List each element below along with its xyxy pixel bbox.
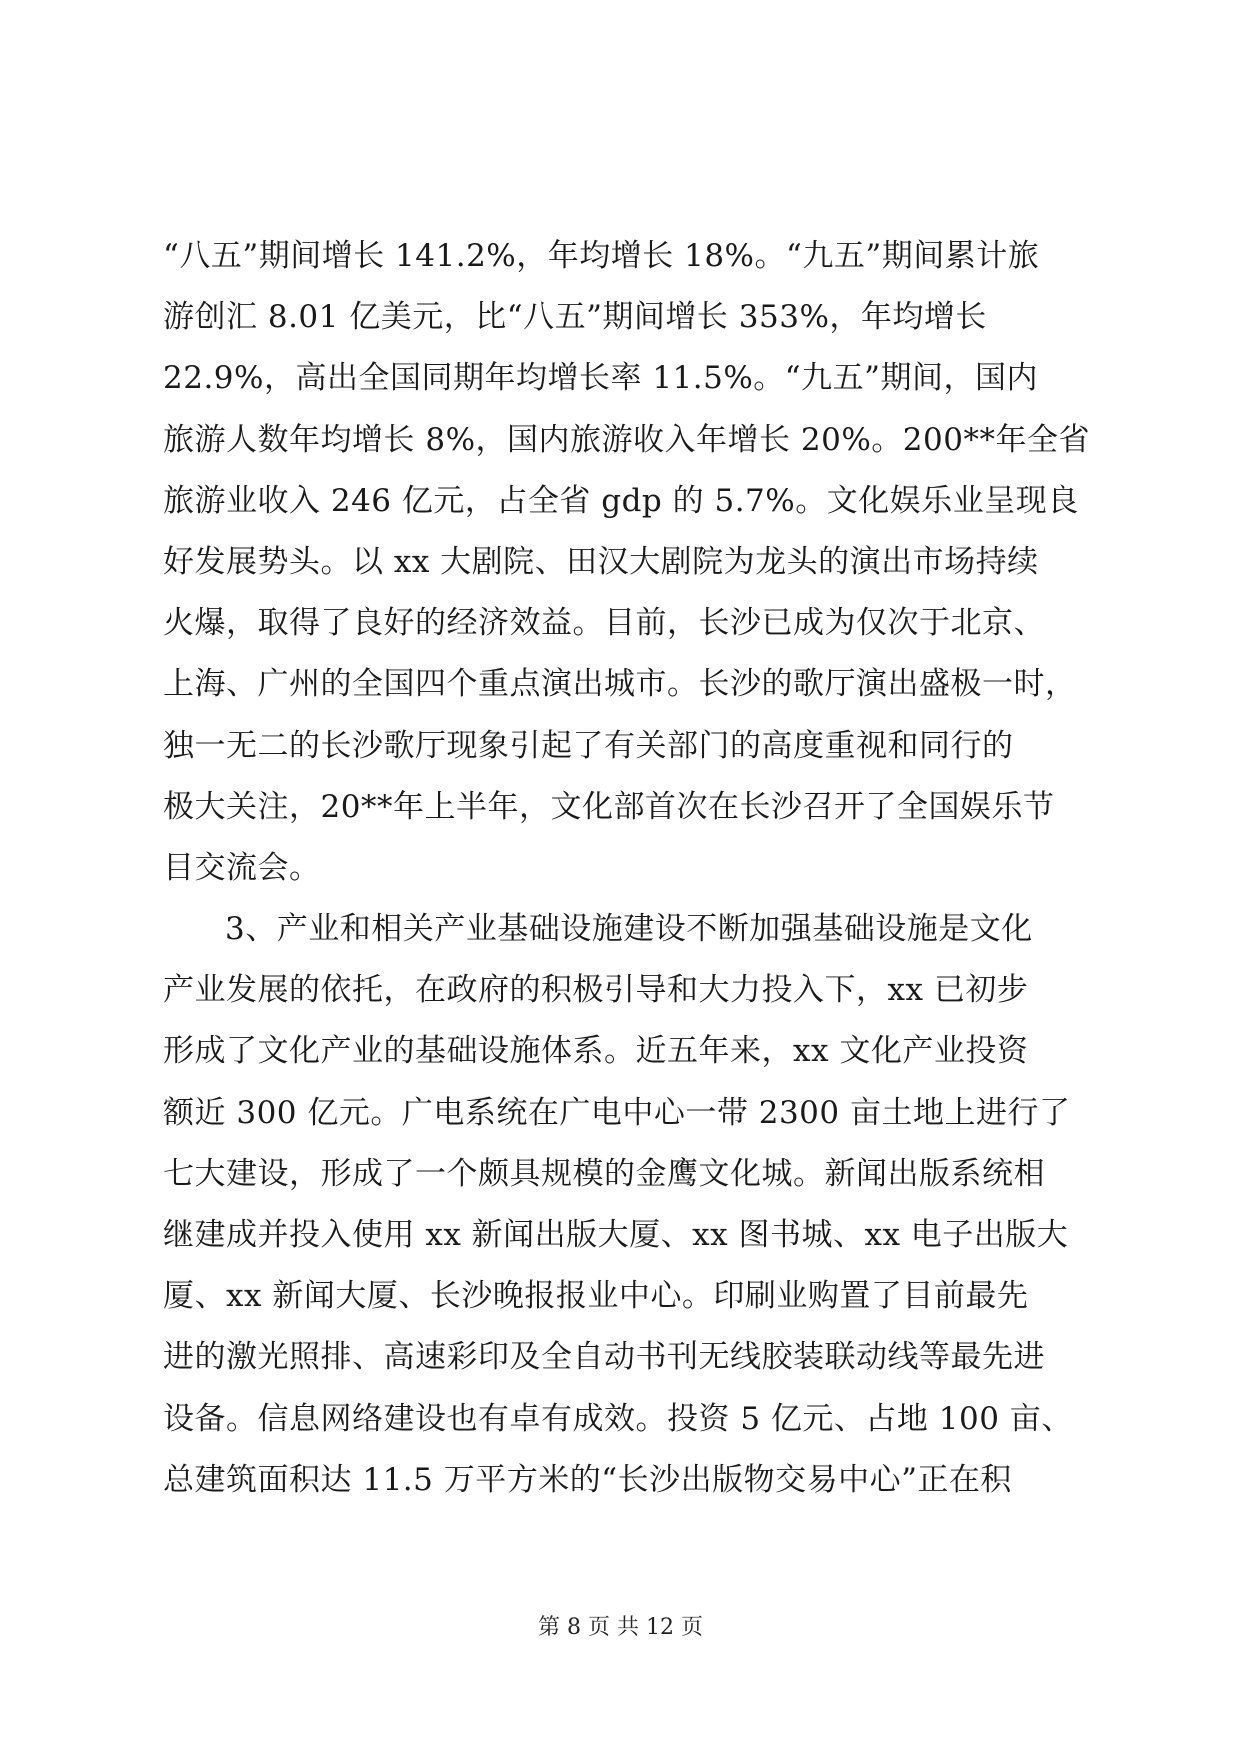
text-line: 游创汇 8.01 亿美元，比“八五”期间增长 353%，年均增长 — [163, 299, 987, 336]
paragraph-1 — [163, 226, 1090, 899]
text-line: 上海、广州的全国四个重点演出城市。长沙的歌厅演出盛极一时， — [163, 666, 1077, 703]
text-line: 七大建设，形成了一个颇具规模的金鹰文化城。新闻出版系统相 — [163, 1155, 1045, 1192]
text-line: “八五”期间增长 141.2%，年均增长 18%。“九五”期间累计旅 — [163, 238, 1040, 274]
text-line: 额近 300 亿元。广电系统在广电中心一带 2300 亩土地上进行了 — [163, 1094, 1071, 1131]
text-line: 总建筑面积达 11.5 万平方米的“长沙出版物交易中心”正在积 — [163, 1461, 1012, 1498]
text-line: 厦、xx 新闻大厦、长沙晚报报业中心。印刷业购置了目前最先 — [163, 1278, 1029, 1315]
text-line: 设备。信息网络建设也有卓有成效。投资 5 亿元、占地 100 亩、 — [163, 1400, 1073, 1437]
text-line: 产业发展的依托，在政府的积极引导和大力投入下，xx 已初步 — [163, 972, 1029, 1009]
page-number-footer: 第 8 页 共 12 页 — [538, 1615, 703, 1640]
text-line: 火爆，取得了良好的经济效益。目前，长沙已成为仅次于北京、 — [163, 605, 1045, 642]
text-line: 好发展势头。以 xx 大剧院、田汉大剧院为龙头的演出市场持续 — [163, 543, 1039, 580]
document-body — [163, 226, 1090, 1511]
text-line: 进的激光照排、高速彩印及全自动书刊无线胶装联动线等最先进 — [163, 1339, 1045, 1376]
text-line: 目交流会。 — [163, 849, 321, 886]
text-line: 极大关注，20**年上半年，文化部首次在长沙召开了全国娱乐节 — [163, 788, 1055, 825]
text-line: 3、产业和相关产业基础设施建设不断加强基础设施是文化 — [225, 911, 1033, 948]
text-line: 独一无二的长沙歌厅现象引起了有关部门的高度重视和同行的 — [163, 727, 1014, 764]
text-line: 继建成并投入使用 xx 新闻出版大厦、xx 图书城、xx 电子出版大 — [163, 1217, 1069, 1253]
text-line: 22.9%，高出全国同期年均增长率 11.5%。“九五”期间，国内 — [163, 360, 1039, 397]
text-line: 旅游业收入 246 亿元，占全省 gdp 的 5.7%。文化娱乐业呈现良 — [163, 482, 1079, 519]
text-line: 形成了文化产业的基础设施体系。近五年来，xx 文化产业投资 — [163, 1033, 1029, 1070]
paragraph-2 — [163, 899, 1079, 1511]
text-line: 旅游人数年均增长 8%，国内旅游收入年增长 20%。200**年全省 — [163, 421, 1090, 458]
